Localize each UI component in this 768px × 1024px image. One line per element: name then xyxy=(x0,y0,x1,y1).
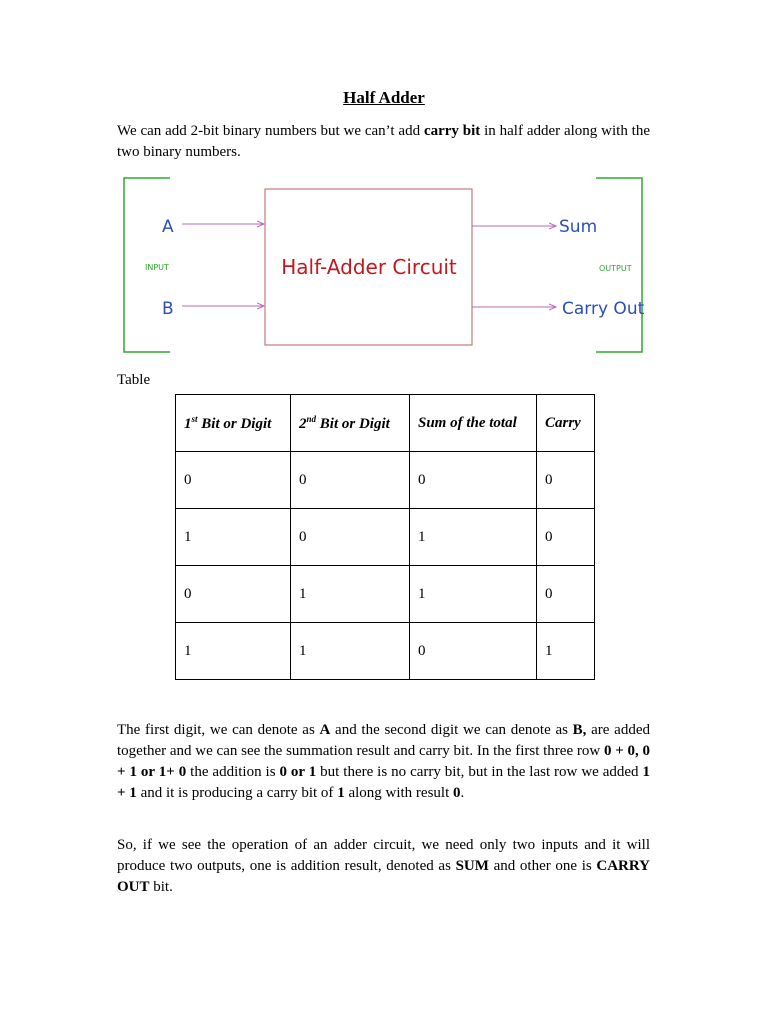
header-cell: 2nd Bit or Digit xyxy=(291,395,410,452)
output-tag: OUTPUT xyxy=(599,264,632,273)
table-cell: 1 xyxy=(291,623,410,680)
table-row xyxy=(176,452,595,509)
circuit-label: Half-Adder Circuit xyxy=(281,255,457,279)
header-cell: Sum of the total xyxy=(410,395,537,452)
table-row xyxy=(176,509,595,566)
table-cell: 0 xyxy=(291,509,410,566)
table-cell: 0 xyxy=(410,623,537,680)
table-cell: 0 xyxy=(291,452,410,509)
truth-table xyxy=(175,394,595,680)
summary-paragraph: So, if we see the operation of an adder circuit, we need only two inputs and it will produce two outputs, one is addition result, denoted as SUM and other one is CARRY OUT bit. xyxy=(117,837,651,895)
output-carry-label: Carry Out xyxy=(562,299,645,319)
table-row xyxy=(176,566,595,623)
header-cell: 1st Bit or Digit xyxy=(176,395,291,452)
table-cell: 1 xyxy=(410,509,537,566)
input-b-label: B xyxy=(162,299,174,319)
input-tag: INPUT xyxy=(145,263,169,272)
table-cell: 0 xyxy=(410,452,537,509)
table-cell: 0 xyxy=(176,566,291,623)
table-cell: 1 xyxy=(537,623,595,680)
half-adder-diagram xyxy=(120,174,650,356)
output-sum-label: Sum xyxy=(559,217,598,237)
table-label: Table xyxy=(117,372,151,388)
table-cell: 1 xyxy=(410,566,537,623)
table-cell: 0 xyxy=(537,566,595,623)
table-cell: 1 xyxy=(176,509,291,566)
table-cell: 1 xyxy=(291,566,410,623)
input-a-label: A xyxy=(162,217,174,237)
explanation-paragraph: The first digit, we can denote as A and the second digit we can denote as B, are added together and we can see the summation result and carry bit. In the first three row 0 + 0, 0 + 1 or 1+ 0 the addition is 0 or 1 but there is no carry bit, but in the last row we added 1 + 1 and it is producing a carry bit of 1 along with result 0. xyxy=(117,722,650,801)
table-cell: 0 xyxy=(537,452,595,509)
header-cell: Carry xyxy=(537,395,595,452)
table-header-row xyxy=(176,395,595,452)
table-cell: 1 xyxy=(176,623,291,680)
table-cell: 0 xyxy=(537,509,595,566)
page-title: Half Adder xyxy=(343,88,425,107)
intro-paragraph: We can add 2-bit binary numbers but we can’t add carry bit in half adder along with the two binary numbers. xyxy=(117,123,651,160)
table-cell: 0 xyxy=(176,452,291,509)
table-row xyxy=(176,623,595,680)
